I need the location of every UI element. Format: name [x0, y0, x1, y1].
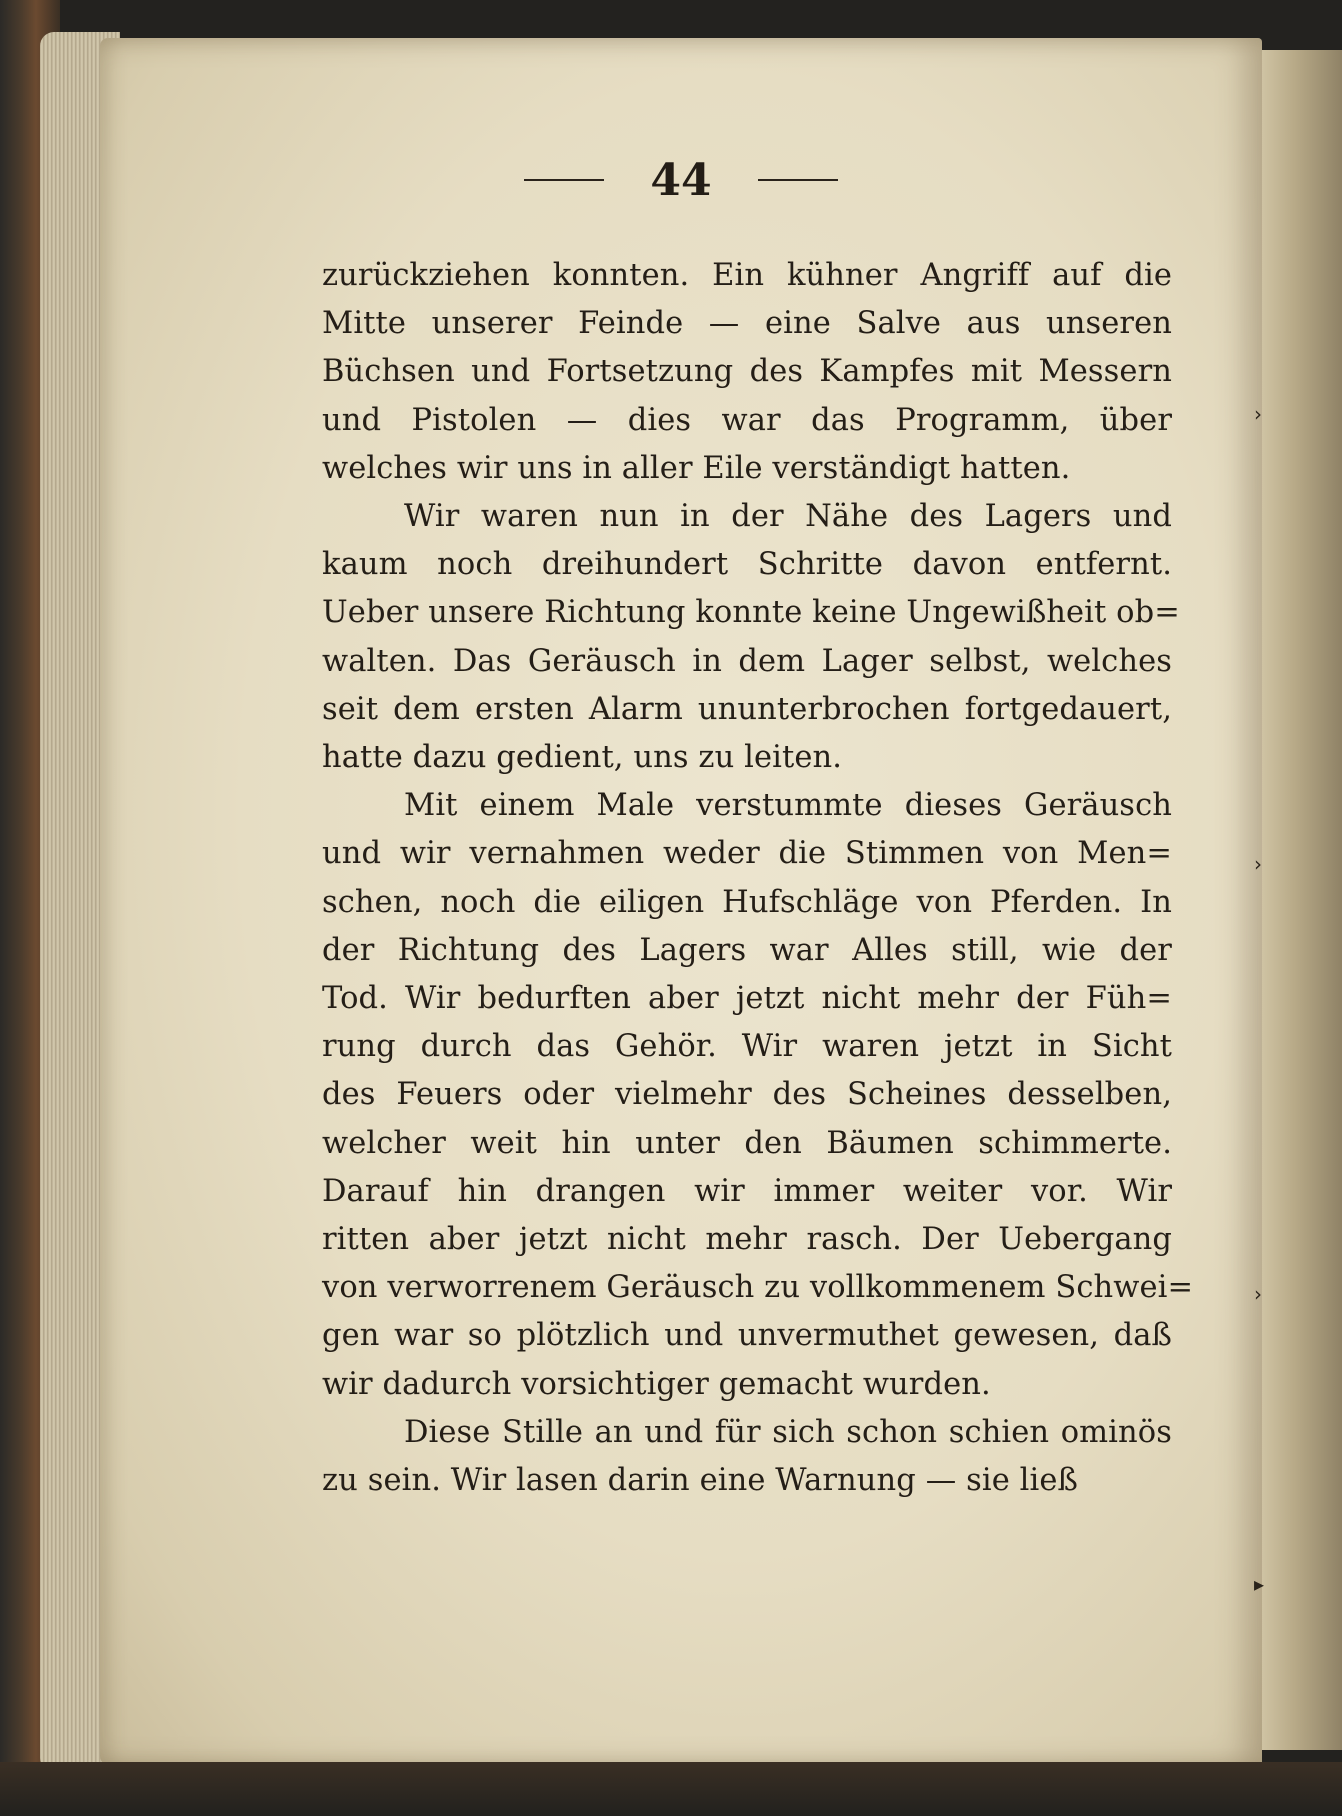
text-line: Wir waren nun in der Nähe des Lagers und [404, 499, 1172, 535]
text-line: Büchsen und Fortsetzung des Kampfes mit Messern [322, 354, 1172, 390]
book-gutter-right [1262, 50, 1342, 1750]
text-line: hatte dazu gedient, uns zu leiten. [322, 740, 843, 776]
text-line: Tod. Wir bedurften aber jetzt nicht mehr der Füh= [322, 981, 1172, 1017]
text-line: Ueber unsere Richtung konnte keine Ungewißheit ob= [322, 595, 1180, 631]
text-line: schen, noch die eiligen Hufschläge von Pferden. In [322, 884, 1172, 920]
text-line: Mitte unserer Feinde — eine Salve aus unseren [322, 306, 1172, 342]
paragraph [322, 493, 1180, 782]
header-rule-left [524, 179, 604, 181]
margin-mark: › [1254, 852, 1262, 876]
margin-mark: ▸ [1254, 1572, 1265, 1596]
text-line: des Feuers oder vielmehr des Scheines desselben, [322, 1077, 1172, 1113]
page-header [100, 150, 1262, 210]
text-line: Mit einem Male verstummte dieses Geräusch [404, 788, 1172, 824]
text-line: seit dem ersten Alarm ununterbrochen fortgedauert, [322, 691, 1172, 727]
header-rule-right [758, 179, 838, 181]
text-line: walten. Das Geräusch in dem Lager selbst, welches [322, 643, 1172, 679]
body-text [322, 252, 1194, 1505]
book-cover-bottom [0, 1762, 1342, 1816]
margin-mark: › [1254, 1282, 1262, 1306]
text-line: kaum noch dreihundert Schritte davon entfernt. [322, 547, 1172, 583]
text-line: ritten aber jetzt nicht mehr rasch. Der Uebergang [322, 1222, 1172, 1258]
text-line: und Pistolen — dies war das Programm, über [322, 402, 1172, 438]
text-line: rung durch das Gehör. Wir waren jetzt in Sicht [322, 1029, 1172, 1065]
text-line: welches wir uns in aller Eile verständigt hatten. [322, 450, 1071, 486]
text-line: und wir vernahmen weder die Stimmen von Men= [322, 836, 1172, 872]
page-number: 44 [650, 154, 712, 206]
text-line: zu sein. Wir lasen darin eine Warnung — sie ließ [322, 1463, 1078, 1499]
text-line: wir dadurch vorsichtiger gemacht wurden. [322, 1366, 991, 1402]
text-line: von verworrenem Geräusch zu vollkommenem Schwei= [322, 1270, 1194, 1306]
paragraph [322, 1409, 1172, 1505]
text-line: zurückziehen konnten. Ein kühner Angriff auf die [322, 258, 1172, 293]
text-line: Darauf hin drangen wir immer weiter vor. Wir [322, 1173, 1172, 1209]
text-line: gen war so plötzlich und unvermuthet gewesen, daß [322, 1318, 1172, 1354]
text-line: Diese Stille an und für sich schon schien ominös [404, 1414, 1172, 1450]
paragraph [322, 252, 1172, 493]
text-line: der Richtung des Lagers war Alles still, wie der [322, 932, 1172, 968]
margin-mark: › [1254, 402, 1262, 426]
text-line: welcher weit hin unter den Bäumen schimmerte. [322, 1125, 1172, 1161]
paragraph [322, 782, 1194, 1409]
